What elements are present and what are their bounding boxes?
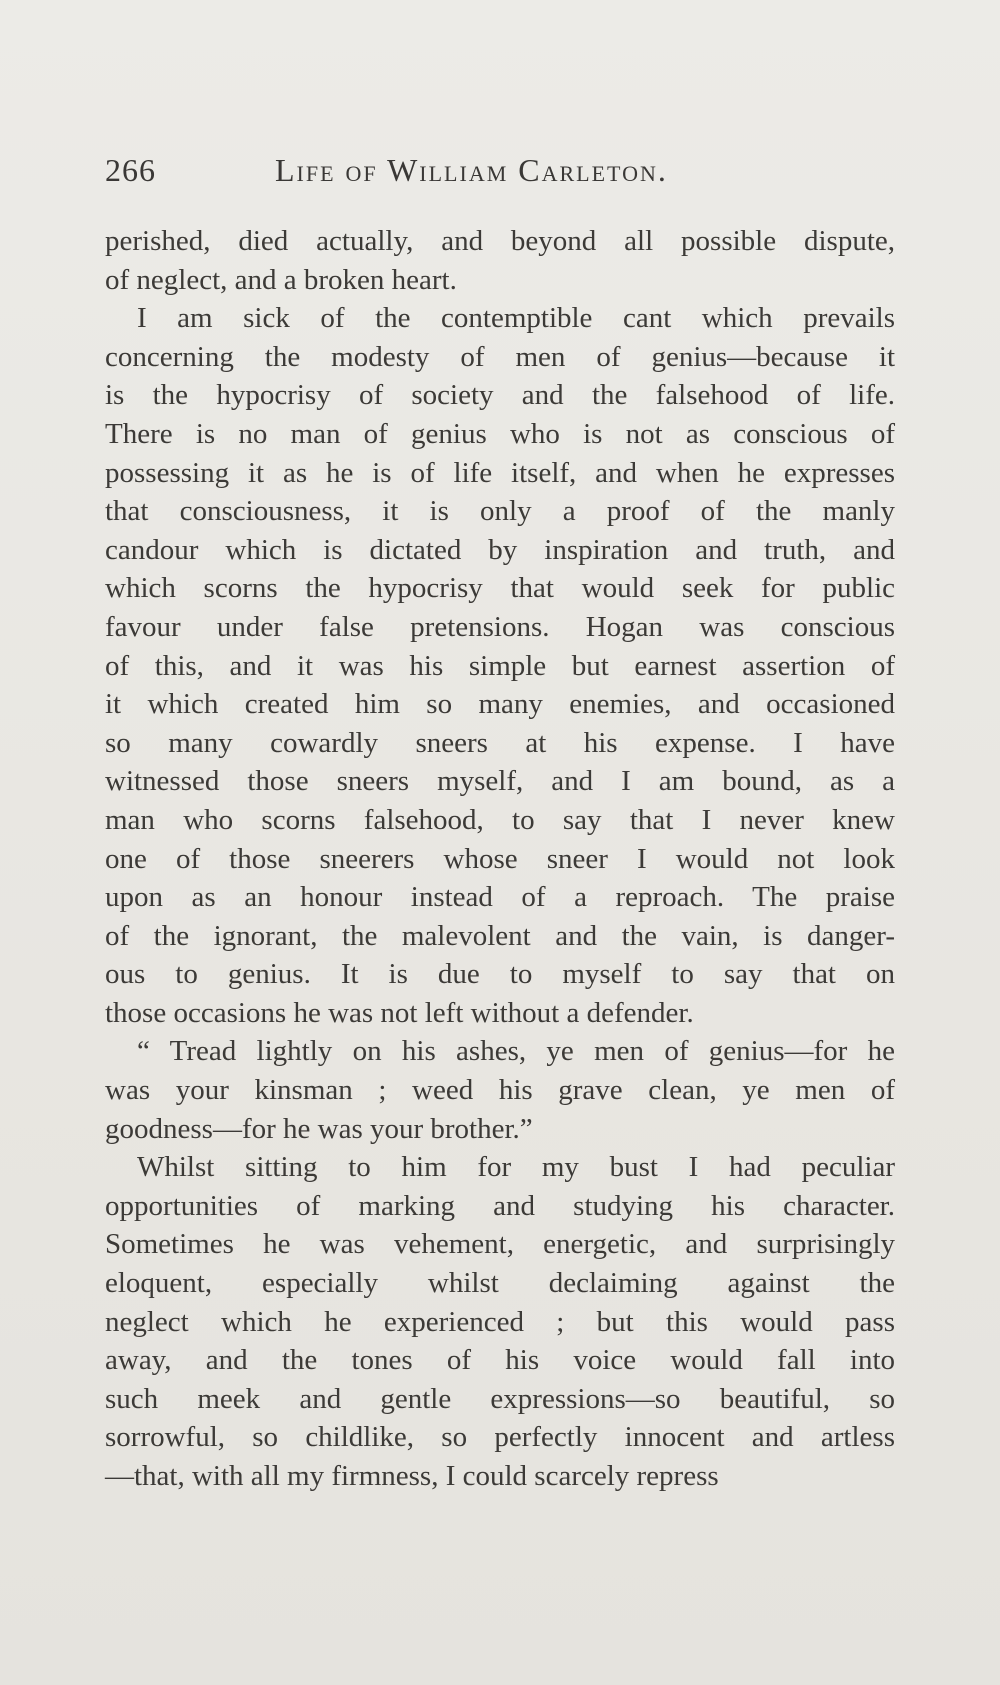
text-line: away, and the tones of his voice would fall into bbox=[105, 1344, 895, 1377]
text-line: perished, died actually, and beyond all possible dispute, bbox=[105, 225, 895, 257]
text-line: concerning the modesty of men of genius—because it bbox=[105, 340, 895, 373]
text-line: so many cowardly sneers at his expense. I have bbox=[105, 726, 895, 759]
running-title: Life of William Carleton. bbox=[275, 152, 668, 188]
text-line: those occasions he was not left without a defender. bbox=[105, 996, 694, 1029]
text-line: it which created him so many enemies, and occasioned bbox=[105, 688, 895, 721]
text-line: of neglect, and a broken heart. bbox=[105, 263, 457, 296]
text-line: opportunities of marking and studying his character. bbox=[105, 1189, 895, 1222]
text-line: that consciousness, it is only a proof of the manly bbox=[105, 495, 895, 528]
text-line: candour which is dictated by inspiration and truth, and bbox=[105, 533, 895, 566]
text-line: man who scorns falsehood, to say that I never knew bbox=[105, 803, 895, 836]
text-line: Whilst sitting to him for my bust I had peculiar bbox=[137, 1151, 895, 1184]
paragraph bbox=[105, 1148, 895, 1495]
text-line: witnessed those sneers myself, and I am bound, as a bbox=[105, 765, 895, 798]
text-line: of the ignorant, the malevolent and the vain, is danger- bbox=[105, 919, 895, 952]
text-line: Sometimes he was vehement, energetic, and surprisingly bbox=[105, 1228, 895, 1261]
text-line: There is no man of genius who is not as conscious of bbox=[105, 417, 895, 450]
text-line: favour under false pretensions. Hogan was conscious bbox=[105, 610, 895, 643]
text-line: which scorns the hypocrisy that would seek for public bbox=[105, 572, 895, 605]
page-number: 266 bbox=[105, 152, 156, 188]
text-line: sorrowful, so childlike, so perfectly innocent and artless bbox=[105, 1421, 895, 1454]
text-line: “ Tread lightly on his ashes, ye men of genius—for he bbox=[137, 1035, 895, 1068]
page-header bbox=[105, 152, 890, 202]
paragraph bbox=[105, 222, 895, 299]
text-line: upon as an honour instead of a reproach. The praise bbox=[105, 881, 895, 914]
text-line: eloquent, especially whilst declaiming against the bbox=[105, 1267, 895, 1300]
text-line: is the hypocrisy of society and the falsehood of life. bbox=[105, 379, 895, 412]
text-line: ous to genius. It is due to myself to say that on bbox=[105, 958, 895, 991]
text-line: —that, with all my firmness, I could scarcely repress bbox=[105, 1460, 719, 1492]
text-line: possessing it as he is of life itself, and when he expresses bbox=[105, 456, 895, 489]
text-line: was your kinsman ; weed his grave clean, ye men of bbox=[105, 1074, 895, 1107]
body-text bbox=[105, 222, 895, 1496]
text-line: goodness—for he was your brother.” bbox=[105, 1112, 533, 1145]
text-line: neglect which he experienced ; but this would pass bbox=[105, 1305, 895, 1338]
text-line: such meek and gentle expressions—so beautiful, so bbox=[105, 1382, 895, 1415]
paragraph bbox=[105, 1032, 895, 1148]
text-line: I am sick of the contemptible cant which prevails bbox=[137, 302, 895, 335]
text-line: of this, and it was his simple but earnest assertion of bbox=[105, 649, 895, 682]
paragraph bbox=[105, 299, 895, 1032]
text-line: one of those sneerers whose sneer I would not look bbox=[105, 842, 895, 875]
